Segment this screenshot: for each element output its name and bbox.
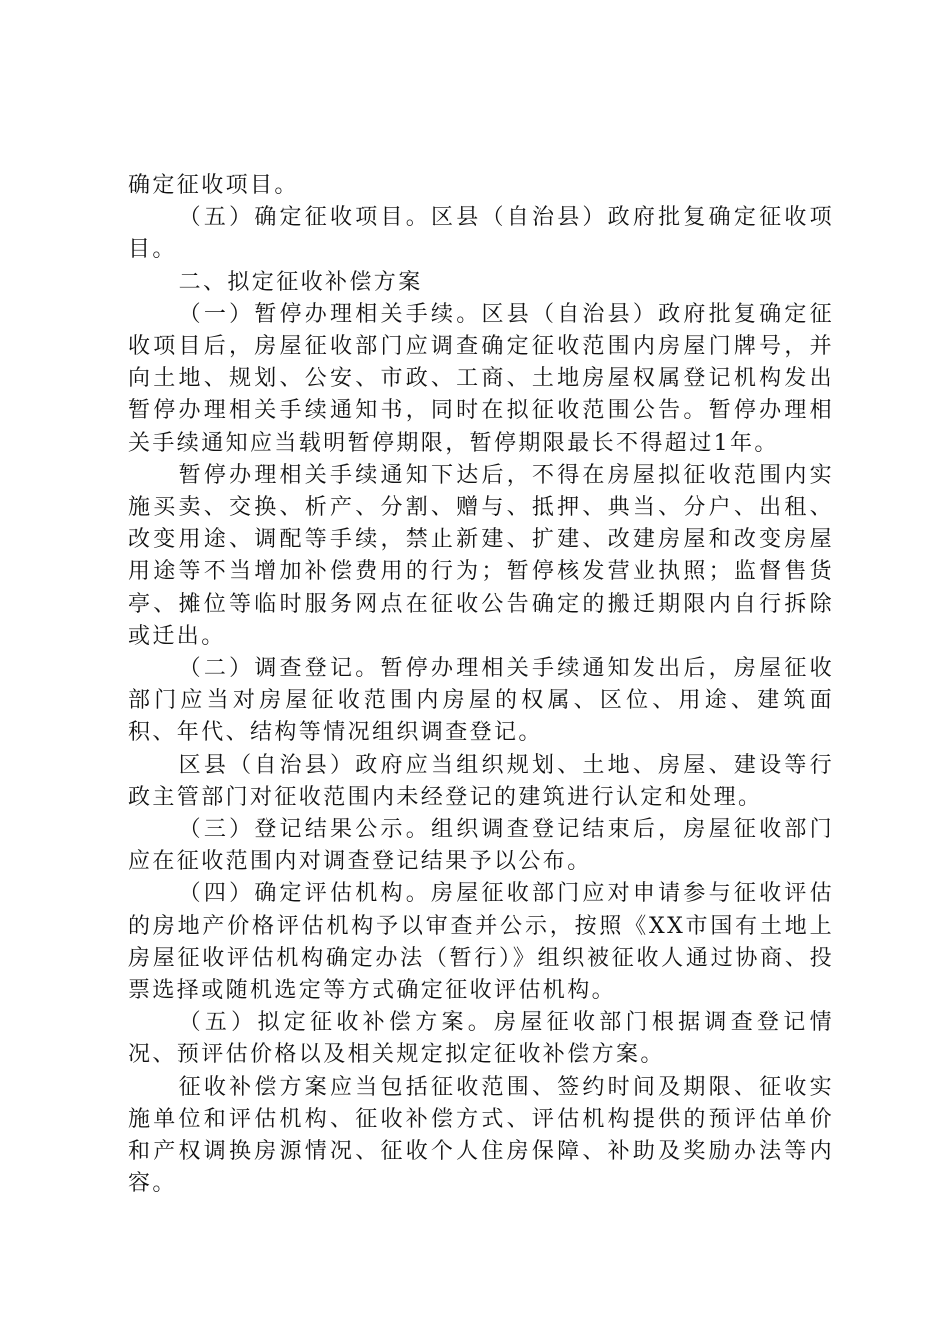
paragraph-item-3-publicity: （三）登记结果公示。组织调查登记结束后，房屋征收部门应在征收范围内对调查登记结果予以公布。 [128,817,834,875]
paragraph-item-1-suspend-procedures: （一）暂停办理相关手续。区县（自治县）政府批复确定征收项目后，房屋征收部门应调查确定征收范围内房屋门牌号，并向土地、规划、公安、市政、工商、土地房屋权属登记机构发出暂停办理相关手续通知书，同时在拟征收范围公告。暂停办理相关手续通知应当载明暂停期限，暂停期限最长不得超过1年。 [128,301,834,456]
paragraph-item-2-survey-registration: （二）调查登记。暂停办理相关手续通知发出后，房屋征收部门应当对房屋征收范围内房屋的权属、区位、用途、建筑面积、年代、结构等情况组织调查登记。 [128,656,834,746]
paragraph-unregistered-buildings: 区县（自治县）政府应当组织规划、土地、房屋、建设等行政主管部门对征收范围内未经登记的建筑进行认定和处理。 [128,752,834,810]
paragraph-suspension-notice: 暂停办理相关手续通知下达后，不得在房屋拟征收范围内实施买卖、交换、析产、分割、赠与、抵押、典当、分户、出租、改变用途、调配等手续，禁止新建、扩建、改建房屋和改变房屋用途等不当增加补偿费用的行为；暂停核发营业执照；监督售货亭、摊位等临时服务网点在征收公告确定的搬迁期限内自行拆除或迁出。 [128,462,834,649]
section-heading-2: 二、拟定征收补偿方案 [178,269,423,295]
paragraph-item-5-compensation-plan: （五）拟定征收补偿方案。房屋征收部门根据调查登记情况、预评估价格以及相关规定拟定征收补偿方案。 [128,1010,834,1068]
paragraph-continuation: 确定征收项目。 [128,173,299,198]
paragraph-item-5-confirm-project: （五）确定征收项目。区县（自治县）政府批复确定征收项目。 [128,205,834,263]
paragraph-plan-contents: 征收补偿方案应当包括征收范围、签约时间及期限、征收实施单位和评估机构、征收补偿方式、评估机构提供的预评估单价和产权调换房源情况、征收个人住房保障、补助及奖励办法等内容。 [128,1074,834,1197]
document-body [128,170,834,1201]
paragraph-item-4-appraisal-agency: （四）确定评估机构。房屋征收部门应对申请参与征收评估的房地产价格评估机构予以审查并公示，按照《XX市国有土地上房屋征收评估机构确定办法（暂行）》组织被征收人通过协商、投票选择或随机选定等方式确定征收评估机构。 [128,881,834,1004]
